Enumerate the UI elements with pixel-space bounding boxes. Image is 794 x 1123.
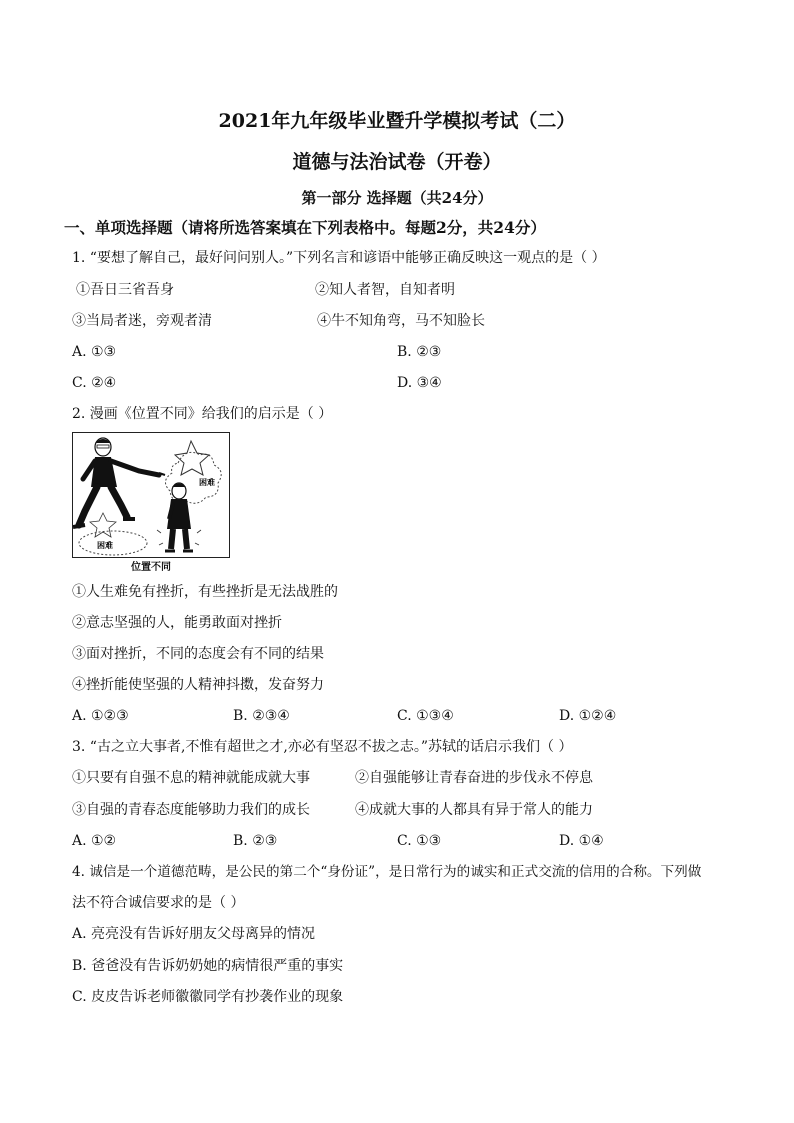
q3-option-c: C. ①③ <box>397 833 442 849</box>
q1-option-b: B. ②③ <box>397 344 442 360</box>
q1-statement-4: ④牛不知角弯，马不知脸长 <box>317 313 485 329</box>
q3-statement-1: ①只要有自强不息的精神就能成就大事 <box>72 770 310 786</box>
q2-stem: 2. 漫画《位置不同》给我们的启示是（ ） <box>72 406 333 422</box>
q2-statement-2: ②意志坚强的人，能勇敢面对挫折 <box>72 615 282 631</box>
confident-man <box>73 438 165 527</box>
q1-stem: 1. “要想了解自己，最好问问别人。”下列名言和谚语中能够正确反映这一观点的是（ ） <box>72 250 606 266</box>
q2-statement-1: ①人生难免有挫折，有些挫折是无法战胜的 <box>72 584 338 600</box>
q1-option-d: D. ③④ <box>397 375 442 391</box>
q2-statement-3: ③面对挫折，不同的态度会有不同的结果 <box>72 646 324 662</box>
cartoon-drawing <box>73 433 229 557</box>
q2-option-a: A. ①②③ <box>72 708 129 724</box>
q3-statement-3: ③自强的青春态度能够助力我们的成长 <box>72 802 310 818</box>
q3-statement-4: ④成就大事的人都具有异于常人的能力 <box>355 802 593 818</box>
q1-option-a: A. ①③ <box>72 344 117 360</box>
q3-option-a: A. ①② <box>72 833 117 849</box>
q4-option-c: C. 皮皮告诉老师徽徽同学有抄袭作业的现象 <box>72 989 344 1005</box>
exam-title: 2021年九年级毕业暨升学模拟考试（二） <box>218 110 576 132</box>
q3-option-b: B. ②③ <box>233 833 278 849</box>
upper-bubble-label: 困难 <box>199 478 215 487</box>
q4-option-a: A. 亮亮没有告诉好朋友父母离异的情况 <box>72 926 316 942</box>
q4-stem-line-2: 法不符合诚信要求的是（ ） <box>72 895 245 911</box>
timid-man <box>157 483 201 551</box>
q3-option-d: D. ①④ <box>559 833 604 849</box>
cartoon-caption: 位置不同 <box>131 562 171 573</box>
exam-subtitle: 道德与法治试卷（开卷） <box>292 151 502 173</box>
q2-option-b: B. ②③④ <box>233 708 290 724</box>
q1-option-c: C. ②④ <box>72 375 117 391</box>
q1-statement-3: ③当局者迷，旁观者清 <box>72 313 212 329</box>
q3-statement-2: ②自强能够让青春奋进的步伐永不停息 <box>355 770 593 786</box>
part-heading: 第一部分 选择题（共24分） <box>301 189 493 207</box>
section-heading: 一、单项选择题（请将所选答案填在下列表格中。每题2分，共24分） <box>64 218 546 237</box>
q1-statement-2: ②知人者智，自知者明 <box>315 282 455 298</box>
q2-option-c: C. ①③④ <box>397 708 454 724</box>
cartoon-image <box>72 432 230 558</box>
q2-statement-4: ④挫折能使坚强的人精神抖擞，发奋努力 <box>72 677 324 693</box>
q1-statement-1: ①吾日三省吾身 <box>76 282 174 298</box>
lower-bubble-label: 困难 <box>97 541 113 550</box>
q4-option-b: B. 爸爸没有告诉奶奶她的病情很严重的事实 <box>72 958 344 974</box>
q3-stem: 3. “古之立大事者,不惟有超世之才,亦必有坚忍不拔之志。”苏轼的话启示我们（ ） <box>72 739 573 755</box>
q4-stem-line-1: 4. 诚信是一个道德范畴，是公民的第二个“身份证”，是日常行为的诚实和正式交流的信用的合称。下列做 <box>72 864 702 880</box>
q2-option-d: D. ①②④ <box>559 708 617 724</box>
